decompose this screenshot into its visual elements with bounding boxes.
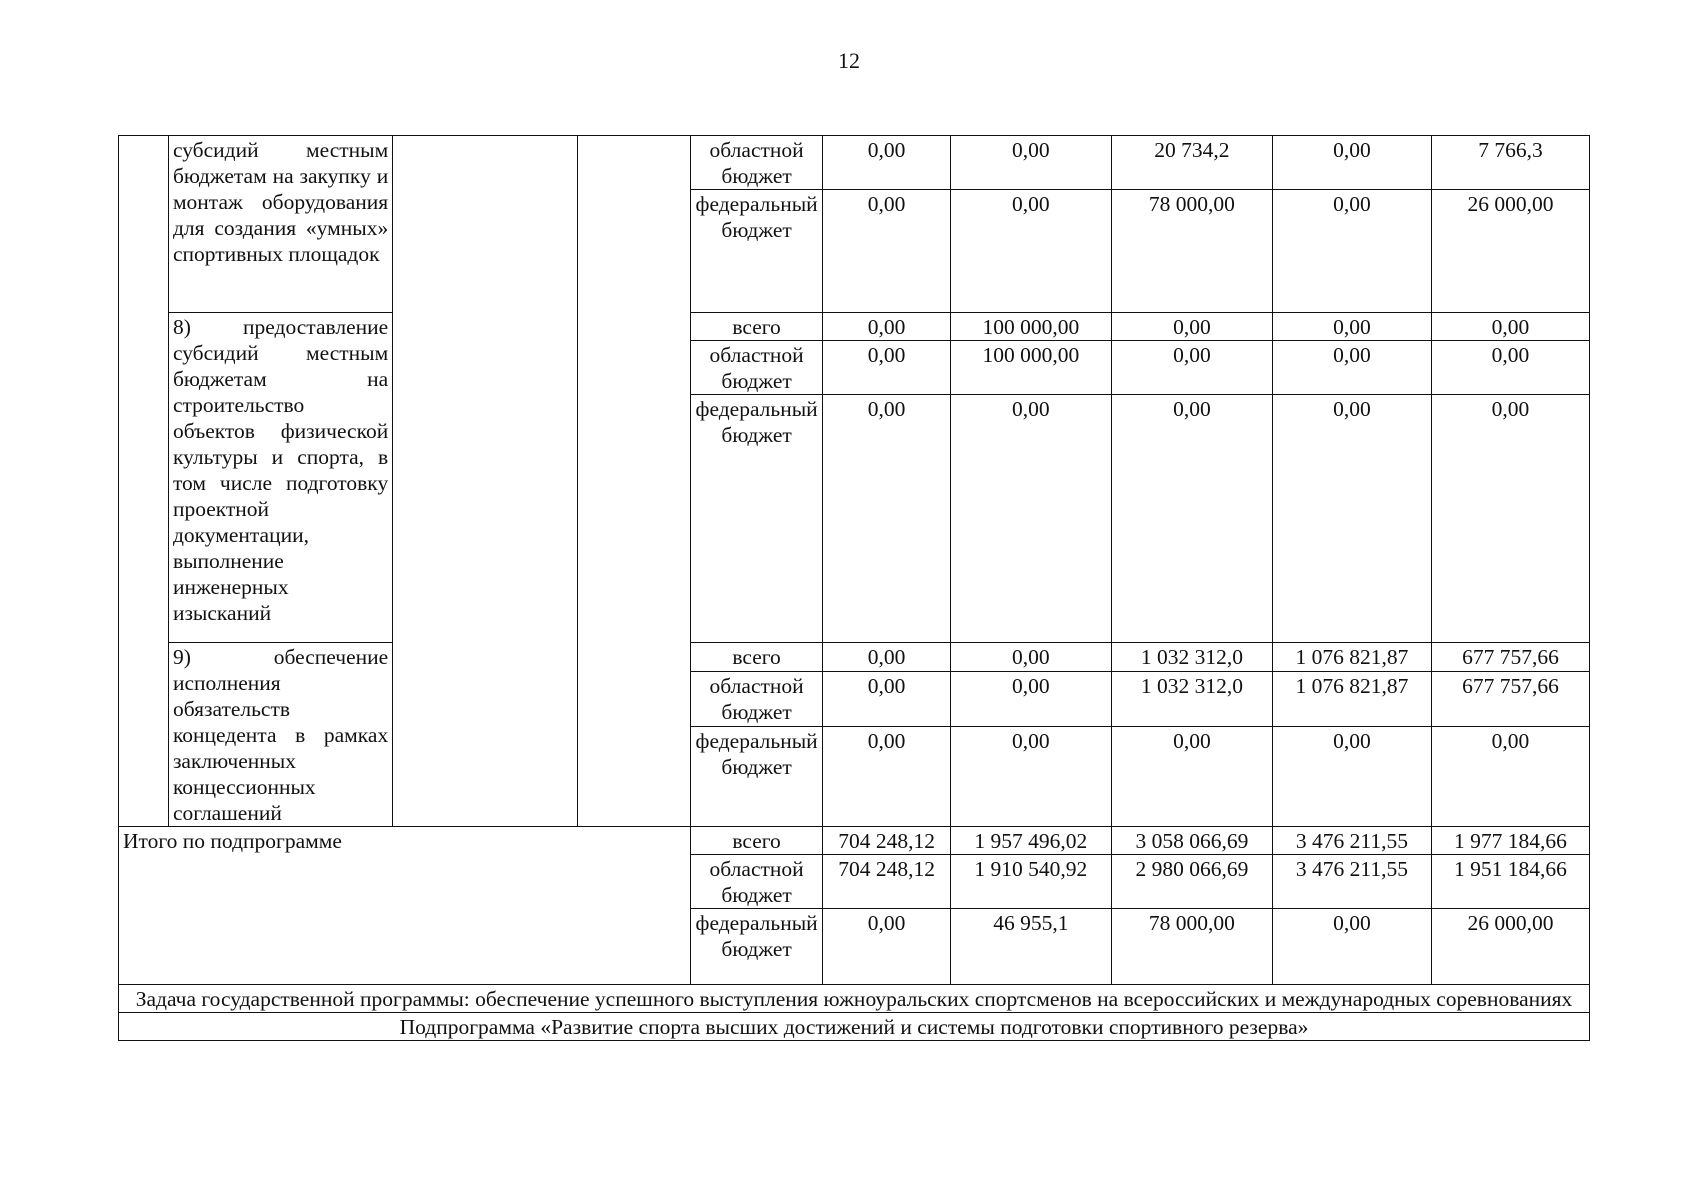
- total-amount-cell: 704 248,12: [823, 855, 950, 909]
- total-amount-cell: 26 000,00: [1431, 909, 1589, 985]
- amount-cell: 0,00: [950, 136, 1111, 190]
- results-cell: [577, 136, 690, 827]
- total-amount-cell: 0,00: [1272, 909, 1431, 985]
- total-amount-cell: 2 980 066,69: [1111, 855, 1272, 909]
- amount-cell: 0,00: [1431, 726, 1589, 826]
- amount-cell: 0,00: [950, 190, 1111, 313]
- amount-cell: 0,00: [1111, 341, 1272, 395]
- amount-cell: 0,00: [1111, 313, 1272, 341]
- budget-table-body: [119, 136, 1590, 1041]
- amount-cell: 0,00: [823, 341, 950, 395]
- amount-cell: 7 766,3: [1431, 136, 1589, 190]
- amount-cell: 0,00: [823, 671, 950, 726]
- amount-cell: 0,00: [823, 136, 950, 190]
- funding-source: всего: [690, 643, 823, 672]
- amount-cell: 1 032 312,0: [1111, 671, 1272, 726]
- subprogram-row: [119, 1013, 1590, 1041]
- total-amount-cell: 78 000,00: [1111, 909, 1272, 985]
- table-row: [119, 136, 1590, 190]
- amount-cell: 20 734,2: [1111, 136, 1272, 190]
- amount-cell: 0,00: [823, 726, 950, 826]
- funding-source: федеральный бюджет: [690, 190, 823, 313]
- funding-source: областной бюджет: [690, 136, 823, 190]
- amount-cell: 26 000,00: [1431, 190, 1589, 313]
- amount-cell: 0,00: [1272, 136, 1431, 190]
- amount-cell: 0,00: [823, 395, 950, 643]
- amount-cell: 0,00: [1111, 395, 1272, 643]
- funding-source: всего: [690, 313, 823, 341]
- amount-cell: 0,00: [1431, 341, 1589, 395]
- executor-cell: [393, 136, 578, 827]
- funding-source: областной бюджет: [690, 855, 823, 909]
- amount-cell: 1 032 312,0: [1111, 643, 1272, 672]
- total-amount-cell: 1 977 184,66: [1431, 827, 1589, 855]
- amount-cell: 0,00: [1272, 313, 1431, 341]
- total-amount-cell: 1 910 540,92: [950, 855, 1111, 909]
- budget-table: [118, 135, 1590, 1041]
- page-number: 12: [838, 48, 860, 73]
- total-amount-cell: 3 476 211,55: [1272, 827, 1431, 855]
- amount-cell: 0,00: [823, 643, 950, 672]
- amount-cell: 677 757,66: [1431, 643, 1589, 672]
- task-row: [119, 985, 1590, 1013]
- amount-cell: 0,00: [950, 395, 1111, 643]
- amount-cell: 0,00: [1272, 341, 1431, 395]
- total-amount-cell: 1 951 184,66: [1431, 855, 1589, 909]
- table-row: [119, 313, 1590, 341]
- amount-cell: 0,00: [1272, 726, 1431, 826]
- row-index-cell: [119, 136, 169, 827]
- total-amount-cell: 704 248,12: [823, 827, 950, 855]
- measure-description: 8) предоставление субсидий местным бюджетам на строительство объектов физической культуры и спорта, в том числе подготовку проектной документации, выполнение инженерных изысканий: [168, 313, 392, 643]
- amount-cell: 0,00: [823, 190, 950, 313]
- amount-cell: 78 000,00: [1111, 190, 1272, 313]
- amount-cell: 0,00: [1431, 313, 1589, 341]
- funding-source: федеральный бюджет: [690, 909, 823, 985]
- funding-source: областной бюджет: [690, 671, 823, 726]
- table-row: [119, 643, 1590, 672]
- total-label: Итого по подпрограмме: [119, 827, 691, 985]
- total-amount-cell: 3 058 066,69: [1111, 827, 1272, 855]
- amount-cell: 100 000,00: [950, 341, 1111, 395]
- amount-cell: 0,00: [950, 671, 1111, 726]
- amount-cell: 1 076 821,87: [1272, 643, 1431, 672]
- amount-cell: 0,00: [823, 313, 950, 341]
- amount-cell: 0,00: [1272, 190, 1431, 313]
- amount-cell: 0,00: [1111, 726, 1272, 826]
- funding-source: областной бюджет: [690, 341, 823, 395]
- amount-cell: 100 000,00: [950, 313, 1111, 341]
- funding-source: федеральный бюджет: [690, 395, 823, 643]
- amount-cell: 677 757,66: [1431, 671, 1589, 726]
- amount-cell: 0,00: [1431, 395, 1589, 643]
- funding-source: всего: [690, 827, 823, 855]
- amount-cell: 0,00: [950, 643, 1111, 672]
- total-amount-cell: 0,00: [823, 909, 950, 985]
- amount-cell: 1 076 821,87: [1272, 671, 1431, 726]
- subprogram-heading: Подпрограмма «Развитие спорта высших достижений и системы подготовки спортивного резерва»: [119, 1013, 1590, 1041]
- measure-description: субсидий местным бюджетам на закупку и монтаж оборудования для создания «умных» спортивных площадок: [168, 136, 392, 313]
- measure-description: 9) обеспечение исполнения обязательств концедента в рамках заключенных концессионных соглашений: [168, 643, 392, 827]
- total-row: [119, 827, 1590, 855]
- total-amount-cell: 1 957 496,02: [950, 827, 1111, 855]
- total-amount-cell: 3 476 211,55: [1272, 855, 1431, 909]
- amount-cell: 0,00: [950, 726, 1111, 826]
- amount-cell: 0,00: [1272, 395, 1431, 643]
- program-task-heading: Задача государственной программы: обеспечение успешного выступления южноуральских спортсменов на всероссийских и международных соревнованиях: [119, 985, 1590, 1013]
- total-amount-cell: 46 955,1: [950, 909, 1111, 985]
- funding-source: федеральный бюджет: [690, 726, 823, 826]
